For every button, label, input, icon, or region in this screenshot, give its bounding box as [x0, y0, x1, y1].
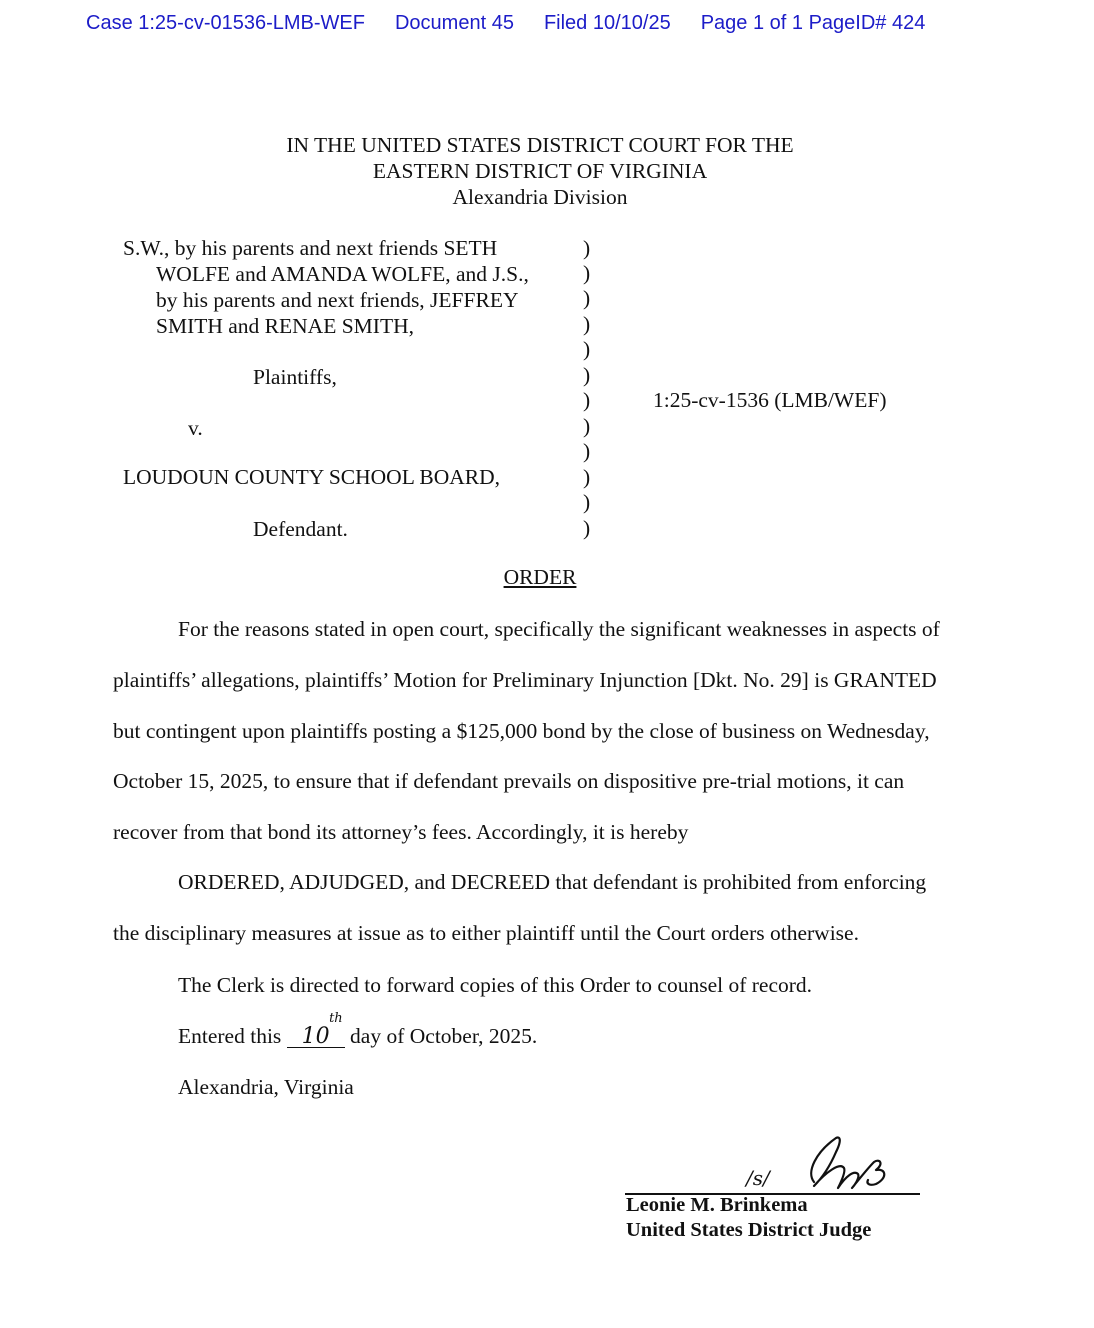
plaintiffs-line4: SMITH and RENAE SMITH,	[156, 314, 414, 338]
signature-scrawl	[796, 1132, 896, 1196]
caption-paren: )	[583, 312, 591, 336]
order-paragraph1-line: plaintiffs’ allegations, plaintiffs’ Motion for Preliminary Injunction [Dkt. No. 29] is GRANTED	[113, 668, 937, 692]
defendant-label: Defendant.	[253, 517, 348, 541]
signature-slash-s: /s/	[746, 1166, 770, 1190]
caption-paren: )	[583, 516, 591, 540]
caption-paren: )	[583, 337, 591, 361]
order-paragraph3: The Clerk is directed to forward copies of this Order to counsel of record.	[178, 973, 813, 997]
defendant-name: LOUDOUN COUNTY SCHOOL BOARD,	[123, 465, 501, 489]
order-title: ORDER	[503, 565, 577, 589]
order-paragraph1-line: but contingent upon plaintiffs posting a $125,000 bond by the close of business on Wednesday,	[113, 719, 930, 743]
order-paragraph1-line: For the reasons stated in open court, specifically the significant weaknesses in aspects of	[178, 617, 940, 641]
entered-day-suffix: th	[329, 1011, 343, 1026]
plaintiffs-line1: S.W., by his parents and next friends SETH	[123, 236, 498, 260]
entered-day: 10	[301, 1024, 330, 1049]
caption-paren: )	[583, 236, 591, 260]
filed-date-header: Filed 10/10/25	[543, 12, 671, 34]
order-paragraph1-line: October 15, 2025, to ensure that if defendant prevails on dispositive pre-trial motions, it can	[113, 769, 905, 793]
filing-header	[86, 12, 925, 35]
caption-paren: )	[583, 388, 591, 412]
order-paragraph1-line: recover from that bond its attorney’s fees. Accordingly, it is hereby	[113, 820, 689, 844]
versus: v.	[188, 416, 203, 440]
caption-paren: )	[583, 261, 591, 285]
caption-paren: )	[583, 414, 591, 438]
case-number-header: Case 1:25-cv-01536-LMB-WEF	[86, 12, 365, 34]
plaintiffs-line2: WOLFE and AMANDA WOLFE, and J.S.,	[156, 262, 529, 286]
judge-title: United States District Judge	[626, 1219, 872, 1241]
caption-paren: )	[583, 363, 591, 387]
judge-name: Leonie M. Brinkema	[626, 1194, 808, 1216]
document-number-header: Document 45	[394, 12, 514, 34]
entered-prefix: Entered this	[178, 1024, 282, 1048]
court-heading-line1: IN THE UNITED STATES DISTRICT COURT FOR THE	[286, 133, 794, 157]
plaintiffs-label: Plaintiffs,	[253, 365, 337, 389]
entered-day-handwritten	[287, 1011, 345, 1049]
court-heading-line3: Alexandria Division	[452, 185, 628, 209]
caption-paren: )	[583, 439, 591, 463]
caption-paren: )	[583, 465, 591, 489]
court-heading-line2: EASTERN DISTRICT OF VIRGINIA	[372, 159, 708, 183]
order-paragraph2-line: the disciplinary measures at issue as to either plaintiff until the Court orders otherwise.	[113, 921, 859, 945]
entered-line	[178, 1011, 538, 1049]
caption-paren: )	[583, 490, 591, 514]
order-paragraph2-line: ORDERED, ADJUDGED, and DECREED that defendant is prohibited from enforcing	[178, 870, 927, 894]
caption-paren: )	[583, 286, 591, 310]
location: Alexandria, Virginia	[178, 1075, 354, 1099]
plaintiffs-line3: by his parents and next friends, JEFFREY	[156, 288, 519, 312]
entered-rest: day of October, 2025.	[350, 1024, 538, 1048]
page-id-header: Page 1 of 1 PageID# 424	[700, 12, 926, 34]
case-number: 1:25-cv-1536 (LMB/WEF)	[653, 388, 887, 412]
